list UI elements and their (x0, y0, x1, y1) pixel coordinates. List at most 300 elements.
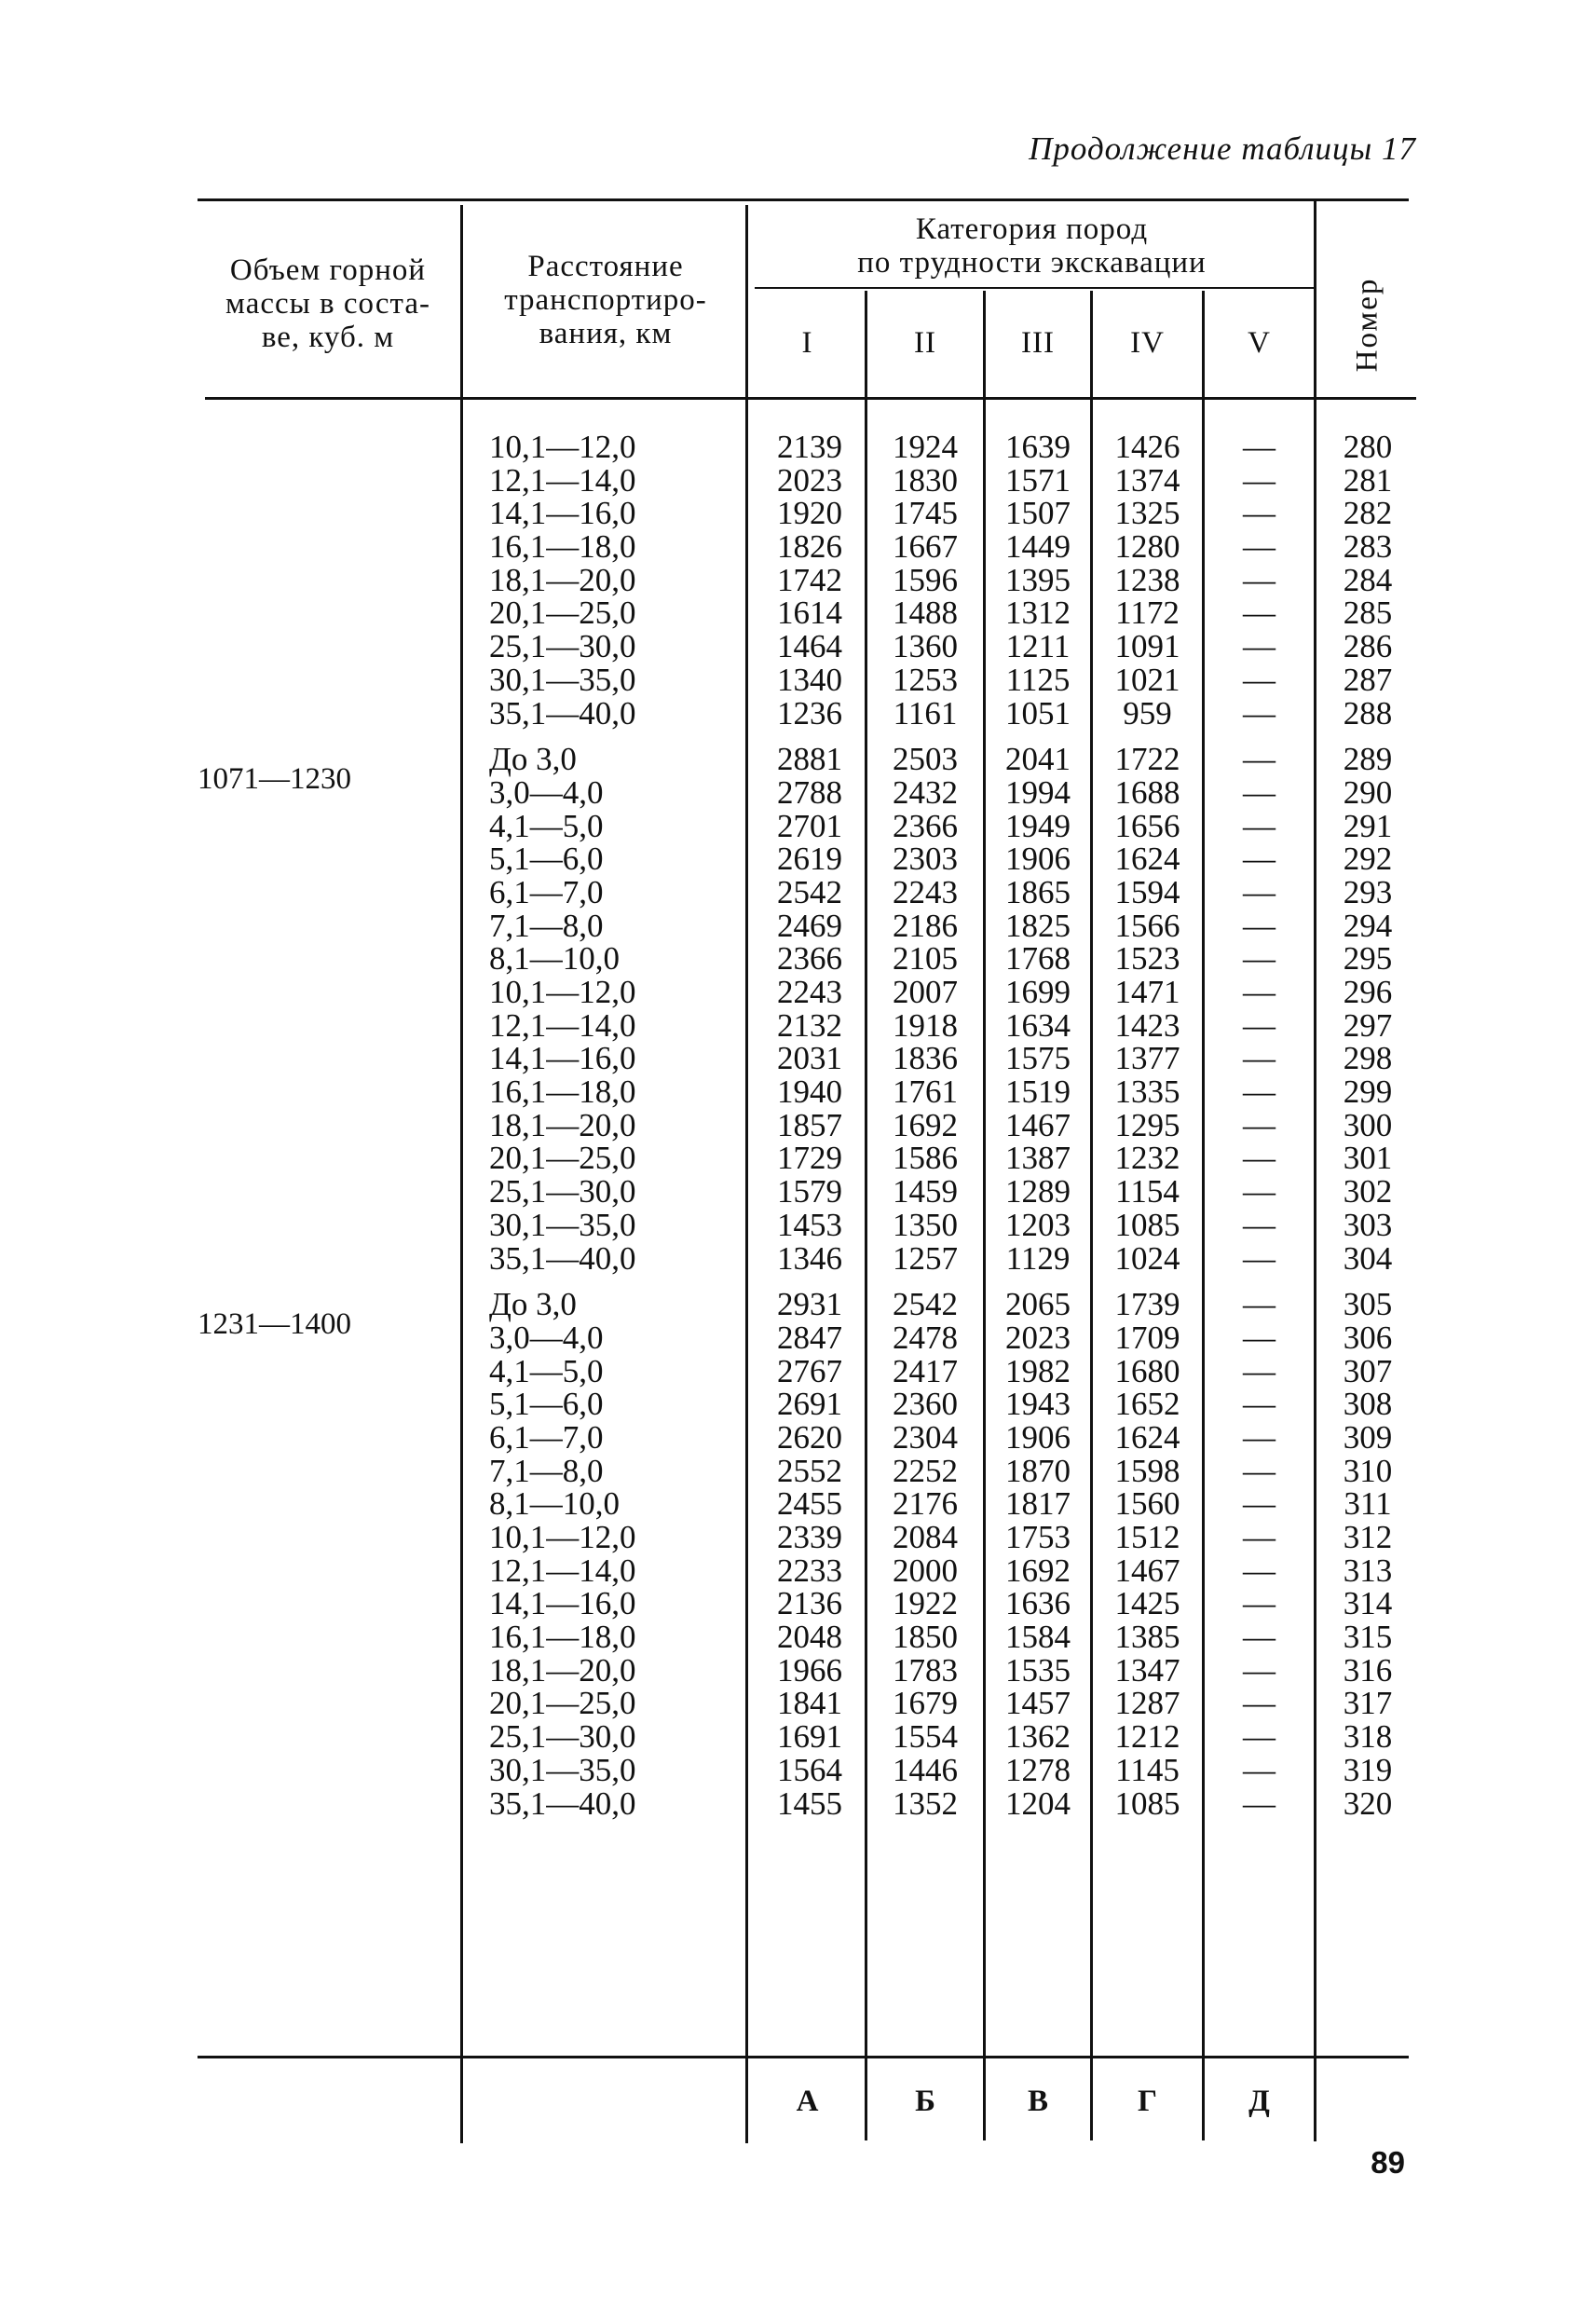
row-number-cell: 296 (1343, 974, 1393, 1010)
row-number-cell: 297 (1343, 1006, 1393, 1044)
value-cell: 2084 (893, 1519, 958, 1555)
value-cell: 1385 (1114, 1619, 1180, 1656)
row-number-cell: 290 (1343, 773, 1393, 811)
distance-cell: 35,1—40,0 (489, 1785, 636, 1822)
value-cell: 1768 (1005, 940, 1071, 978)
value-cell: 1699 (1005, 974, 1071, 1010)
row-number-cell: 311 (1344, 1485, 1392, 1523)
value-cell: 1870 (1005, 1452, 1071, 1489)
value-cell: — (1243, 1006, 1275, 1044)
value-cell: 1446 (893, 1751, 958, 1788)
value-cell: — (1243, 461, 1275, 499)
category-V-column (1205, 431, 1314, 1820)
row-number-cell: 287 (1343, 661, 1393, 698)
header-category-III: III (1021, 326, 1055, 360)
value-cell: 2186 (893, 907, 958, 944)
value-cell: 1575 (1005, 1040, 1071, 1077)
value-cell: 2000 (893, 1552, 958, 1589)
value-cell: 1745 (893, 495, 958, 532)
value-cell: — (1243, 1106, 1275, 1143)
value-cell: 1212 (1114, 1718, 1180, 1756)
row-number-cell: 299 (1343, 1073, 1393, 1111)
value-cell: 1826 (777, 528, 842, 566)
value-cell: — (1243, 1239, 1275, 1277)
value-cell: 1236 (777, 694, 842, 732)
value-cell: 1425 (1114, 1585, 1180, 1622)
value-cell: 1453 (777, 1206, 842, 1243)
row-number-cell: 285 (1343, 595, 1393, 632)
distance-cell: 25,1—30,0 (489, 1173, 636, 1210)
value-cell: 2552 (777, 1452, 842, 1489)
value-cell: 1554 (893, 1718, 958, 1756)
value-cell: 1739 (1114, 1286, 1180, 1323)
value-cell: 1722 (1114, 741, 1180, 778)
distance-cell: 14,1—16,0 (489, 1585, 636, 1622)
row-number-cell: 309 (1343, 1418, 1393, 1456)
header-category (750, 212, 1314, 280)
distance-cell: 18,1—20,0 (489, 1106, 636, 1143)
value-cell: 1238 (1114, 561, 1180, 598)
value-cell: 2023 (777, 461, 842, 499)
value-cell: 1943 (1005, 1386, 1071, 1423)
value-cell: 1624 (1114, 1418, 1180, 1456)
value-cell: 2031 (777, 1040, 842, 1077)
value-cell: 2360 (893, 1386, 958, 1423)
value-cell: 1692 (1005, 1552, 1071, 1589)
header-category-IV: IV (1130, 326, 1165, 360)
value-cell: 1817 (1005, 1485, 1071, 1523)
distance-cell: 10,1—12,0 (489, 1519, 636, 1555)
value-cell: 1865 (1005, 873, 1071, 910)
value-cell: 2542 (893, 1286, 958, 1323)
value-cell: 1287 (1114, 1685, 1180, 1722)
distance-cell: 20,1—25,0 (489, 595, 636, 632)
value-cell: 2619 (777, 841, 842, 878)
value-cell: 2478 (893, 1319, 958, 1356)
value-cell: 1742 (777, 561, 842, 598)
row-number-cell: 284 (1343, 561, 1393, 598)
value-cell: 1922 (893, 1585, 958, 1622)
row-number-cell: 306 (1343, 1319, 1393, 1356)
distance-cell: 20,1—25,0 (489, 1140, 636, 1177)
value-cell: 1994 (1005, 773, 1071, 811)
value-cell: 1966 (777, 1651, 842, 1689)
value-cell: 1360 (893, 628, 958, 665)
value-cell: — (1243, 1206, 1275, 1243)
row-number-cell: 310 (1343, 1452, 1393, 1489)
value-cell: 1464 (777, 628, 842, 665)
row-number-cell: 308 (1343, 1386, 1393, 1423)
value-cell: 1347 (1114, 1651, 1180, 1689)
value-cell: 1519 (1005, 1073, 1071, 1111)
value-cell: 1680 (1114, 1352, 1180, 1389)
value-cell: 1024 (1114, 1239, 1180, 1277)
value-cell: 2620 (777, 1418, 842, 1456)
value-cell: 1085 (1114, 1206, 1180, 1243)
distance-cell: 30,1—35,0 (489, 1206, 636, 1243)
group-volume-label-2: 1071—1230 (198, 762, 351, 796)
header-category-line-1: Категория пород (915, 212, 1149, 246)
value-cell: 1571 (1005, 461, 1071, 499)
value-cell: 1374 (1114, 461, 1180, 499)
value-cell: 1523 (1114, 940, 1180, 978)
value-cell: — (1243, 1685, 1275, 1722)
value-cell: 1688 (1114, 773, 1180, 811)
category-subheader-rule (755, 287, 1314, 289)
row-number-cell: 312 (1343, 1519, 1393, 1555)
distance-cell: 18,1—20,0 (489, 1651, 636, 1689)
value-cell: 1906 (1005, 1418, 1071, 1456)
row-number-cell: 319 (1343, 1751, 1393, 1788)
distance-cell: 4,1—5,0 (489, 807, 604, 844)
value-cell: 1377 (1114, 1040, 1180, 1077)
value-cell: 1709 (1114, 1319, 1180, 1356)
header-category-V: V (1248, 326, 1271, 360)
value-cell: — (1243, 1651, 1275, 1689)
value-cell: 2136 (777, 1585, 842, 1622)
row-number-cell: 300 (1343, 1106, 1393, 1143)
value-cell: 1340 (777, 661, 842, 698)
row-number-cell: 286 (1343, 628, 1393, 665)
category-II-column (867, 431, 983, 1820)
value-cell: 2881 (777, 741, 842, 778)
value-cell: 1253 (893, 661, 958, 698)
value-cell: 2233 (777, 1552, 842, 1589)
value-cell: — (1243, 1418, 1275, 1456)
row-number-cell: 295 (1343, 940, 1393, 978)
row-number-cell: 303 (1343, 1206, 1393, 1243)
value-cell: — (1243, 1352, 1275, 1389)
row-number-cell: 293 (1343, 873, 1393, 910)
value-cell: 2023 (1005, 1319, 1071, 1356)
value-cell: 1335 (1114, 1073, 1180, 1111)
footer-letter-D: Д (1248, 2085, 1270, 2118)
value-cell: — (1243, 1140, 1275, 1177)
value-cell: — (1243, 1485, 1275, 1523)
distance-cell: 14,1—16,0 (489, 495, 636, 532)
category-IV-column (1093, 431, 1202, 1820)
value-cell: — (1243, 1286, 1275, 1323)
value-cell: 1924 (893, 429, 958, 465)
value-cell: — (1243, 1386, 1275, 1423)
distance-cell: 25,1—30,0 (489, 628, 636, 665)
row-number-cell: 313 (1343, 1552, 1393, 1589)
value-cell: 1692 (893, 1106, 958, 1143)
value-cell: 1857 (777, 1106, 842, 1143)
value-cell: — (1243, 528, 1275, 566)
value-cell: 2139 (777, 429, 842, 465)
value-cell: — (1243, 661, 1275, 698)
value-cell: — (1243, 495, 1275, 532)
value-cell: 2691 (777, 1386, 842, 1423)
row-number-cell: 280 (1343, 429, 1393, 465)
value-cell: 2176 (893, 1485, 958, 1523)
row-number-cell: 288 (1343, 694, 1393, 732)
row-number-cell: 317 (1343, 1685, 1393, 1722)
row-number-cell: 281 (1343, 461, 1393, 499)
value-cell: — (1243, 741, 1275, 778)
table-bottom-rule (198, 2056, 1409, 2058)
value-cell: — (1243, 1619, 1275, 1656)
row-number-cell: 316 (1343, 1651, 1393, 1689)
distance-cell: 16,1—18,0 (489, 528, 636, 566)
category-I-column (755, 431, 865, 1820)
value-cell: 2252 (893, 1452, 958, 1489)
value-cell: 1161 (893, 694, 958, 732)
value-cell: 1395 (1005, 561, 1071, 598)
header-category-line-2: по трудности экскавации (857, 246, 1207, 280)
row-number-cell: 289 (1343, 741, 1393, 778)
value-cell: 1830 (893, 461, 958, 499)
value-cell: 2503 (893, 741, 958, 778)
header-category-II: II (914, 326, 936, 360)
distance-cell: 35,1—40,0 (489, 694, 636, 732)
footer-letter-A: А (796, 2085, 819, 2118)
value-cell: — (1243, 1452, 1275, 1489)
value-cell: 1584 (1005, 1619, 1071, 1656)
value-cell: — (1243, 1073, 1275, 1111)
value-cell: 2243 (893, 873, 958, 910)
distance-column (489, 431, 731, 1820)
distance-cell: 14,1—16,0 (489, 1040, 636, 1077)
table-top-rule (198, 198, 1409, 201)
value-cell: — (1243, 940, 1275, 978)
distance-cell: 20,1—25,0 (489, 1685, 636, 1722)
distance-cell: 7,1—8,0 (489, 1452, 604, 1489)
value-cell: 1636 (1005, 1585, 1071, 1622)
value-cell: 2366 (777, 940, 842, 978)
row-number-cell: 291 (1343, 807, 1393, 844)
header-volume-line-3: ве, куб. м (261, 321, 395, 354)
value-cell: 1051 (1005, 694, 1071, 732)
distance-cell: 8,1—10,0 (489, 1485, 620, 1523)
value-cell: — (1243, 561, 1275, 598)
value-cell: 2041 (1005, 741, 1071, 778)
value-cell: 1949 (1005, 807, 1071, 844)
value-cell: 1624 (1114, 841, 1180, 878)
value-cell: 1423 (1114, 1006, 1180, 1044)
value-cell: — (1243, 1785, 1275, 1822)
distance-cell: 35,1—40,0 (489, 1239, 636, 1277)
value-cell: 1387 (1005, 1140, 1071, 1177)
value-cell: 1204 (1005, 1785, 1071, 1822)
value-cell: 1918 (893, 1006, 958, 1044)
value-cell: 2007 (893, 974, 958, 1010)
value-cell: 1982 (1005, 1352, 1071, 1389)
distance-cell: 12,1—14,0 (489, 461, 636, 499)
distance-cell: 12,1—14,0 (489, 1552, 636, 1589)
value-cell: 2339 (777, 1519, 842, 1555)
row-number-cell: 305 (1343, 1286, 1393, 1323)
value-cell: 2243 (777, 974, 842, 1010)
value-cell: — (1243, 873, 1275, 910)
value-cell: 2366 (893, 807, 958, 844)
distance-cell: До 3,0 (489, 741, 577, 778)
value-cell: 2455 (777, 1485, 842, 1523)
value-cell: 1172 (1115, 595, 1180, 632)
col-sep-volume-distance (460, 205, 463, 2143)
value-cell: — (1243, 694, 1275, 732)
header-distance-line-3: вания, км (539, 317, 673, 350)
value-cell: 1753 (1005, 1519, 1071, 1555)
value-cell: 1085 (1114, 1785, 1180, 1822)
value-cell: — (1243, 1319, 1275, 1356)
row-number-cell: 301 (1343, 1140, 1393, 1177)
header-distance-line-2: транспортиро- (504, 283, 707, 317)
value-cell: 1129 (1005, 1239, 1071, 1277)
row-number-cell: 314 (1343, 1585, 1393, 1622)
value-cell: 1021 (1114, 661, 1180, 698)
value-cell: 2432 (893, 773, 958, 811)
row-number-cell: 292 (1343, 841, 1393, 878)
value-cell: 1312 (1005, 595, 1071, 632)
row-number-cell: 320 (1343, 1785, 1393, 1822)
value-cell: 2132 (777, 1006, 842, 1044)
distance-cell: 4,1—5,0 (489, 1352, 604, 1389)
distance-cell: 10,1—12,0 (489, 429, 636, 465)
value-cell: — (1243, 1040, 1275, 1077)
value-cell: 1729 (777, 1140, 842, 1177)
page-number: 89 (1371, 2145, 1405, 2180)
value-cell: 1467 (1005, 1106, 1071, 1143)
value-cell: — (1243, 907, 1275, 944)
distance-cell: 12,1—14,0 (489, 1006, 636, 1044)
value-cell: 2303 (893, 841, 958, 878)
value-cell: 1652 (1114, 1386, 1180, 1423)
value-cell: 1535 (1005, 1651, 1071, 1689)
value-cell: 2304 (893, 1418, 958, 1456)
distance-cell: 3,0—4,0 (489, 1319, 604, 1356)
row-number-cell: 318 (1343, 1718, 1393, 1756)
table-caption: Продолжение таблицы 17 (1029, 130, 1416, 167)
value-cell: 1459 (893, 1173, 958, 1210)
value-cell: 1455 (777, 1785, 842, 1822)
row-number-cell: 302 (1343, 1173, 1393, 1210)
value-cell: 2048 (777, 1619, 842, 1656)
value-cell: 1656 (1114, 807, 1180, 844)
header-distance-line-1: Расстояние (527, 250, 684, 283)
value-cell: 1278 (1005, 1751, 1071, 1788)
value-cell: 1596 (893, 561, 958, 598)
value-cell: — (1243, 974, 1275, 1010)
distance-cell: 7,1—8,0 (489, 907, 604, 944)
value-cell: 1289 (1005, 1173, 1071, 1210)
header-volume (198, 253, 458, 354)
value-cell: 1352 (893, 1785, 958, 1822)
value-cell: 1295 (1114, 1106, 1180, 1143)
value-cell: 2767 (777, 1352, 842, 1389)
row-number-cell: 304 (1343, 1239, 1393, 1277)
footer-letter-B: Б (915, 2085, 935, 2118)
value-cell: 1614 (777, 595, 842, 632)
value-cell: 1457 (1005, 1685, 1071, 1722)
value-cell: 1257 (893, 1239, 958, 1277)
row-number-cell: 307 (1343, 1352, 1393, 1389)
header-distance (466, 250, 745, 350)
value-cell: 2931 (777, 1286, 842, 1323)
value-cell: — (1243, 1173, 1275, 1210)
value-cell: — (1243, 1751, 1275, 1788)
row-number-cell: 282 (1343, 495, 1393, 532)
value-cell: 1841 (777, 1685, 842, 1722)
value-cell: — (1243, 1585, 1275, 1622)
value-cell: — (1243, 595, 1275, 632)
value-cell: 1154 (1115, 1173, 1180, 1210)
value-cell: 1325 (1114, 495, 1180, 532)
distance-cell: 10,1—12,0 (489, 974, 636, 1010)
value-cell: 2469 (777, 907, 842, 944)
distance-cell: 16,1—18,0 (489, 1073, 636, 1111)
row-number-cell: 294 (1343, 907, 1393, 944)
value-cell: — (1243, 1519, 1275, 1555)
distance-cell: 6,1—7,0 (489, 1418, 604, 1456)
value-cell: 1280 (1114, 528, 1180, 566)
value-cell: 2542 (777, 873, 842, 910)
value-cell: 1920 (777, 495, 842, 532)
value-cell: 1594 (1114, 873, 1180, 910)
row-number-cell: 298 (1343, 1040, 1393, 1077)
category-III-column (986, 431, 1090, 1820)
value-cell: 1203 (1005, 1206, 1071, 1243)
value-cell: 1836 (893, 1040, 958, 1077)
value-cell: 1564 (777, 1751, 842, 1788)
value-cell: 1586 (893, 1140, 958, 1177)
value-cell: 1598 (1114, 1452, 1180, 1489)
value-cell: — (1243, 628, 1275, 665)
header-category-I: I (801, 326, 813, 360)
value-cell: — (1243, 429, 1275, 465)
value-cell: 1634 (1005, 1006, 1071, 1044)
value-cell: 1471 (1114, 974, 1180, 1010)
value-cell: 1467 (1114, 1552, 1180, 1589)
value-cell: 1426 (1114, 429, 1180, 465)
header-number: Номер (1350, 277, 1385, 373)
distance-cell: 8,1—10,0 (489, 940, 620, 978)
value-cell: 1362 (1005, 1718, 1071, 1756)
value-cell: 1232 (1114, 1140, 1180, 1177)
value-cell: 1091 (1114, 628, 1180, 665)
value-cell: 1145 (1115, 1751, 1180, 1788)
col-sep-distance-values (745, 205, 748, 2143)
distance-cell: 5,1—6,0 (489, 1386, 604, 1423)
distance-cell: 18,1—20,0 (489, 561, 636, 598)
distance-cell: 25,1—30,0 (489, 1718, 636, 1756)
row-number-cell: 283 (1343, 528, 1393, 566)
value-cell: 2788 (777, 773, 842, 811)
number-column (1316, 431, 1419, 1820)
value-cell: 959 (1123, 694, 1172, 732)
value-cell: 1579 (777, 1173, 842, 1210)
value-cell: 1512 (1114, 1519, 1180, 1555)
footer-letter-G: Г (1138, 2085, 1157, 2118)
value-cell: 1850 (893, 1619, 958, 1656)
value-cell: 1940 (777, 1073, 842, 1111)
value-cell: 1350 (893, 1206, 958, 1243)
group-volume-label-3: 1231—1400 (198, 1307, 351, 1341)
value-cell: 1507 (1005, 495, 1071, 532)
value-cell: 1679 (893, 1685, 958, 1722)
value-cell: — (1243, 807, 1275, 844)
header-volume-line-2: массы в соста- (225, 287, 430, 321)
distance-cell: 5,1—6,0 (489, 841, 604, 878)
header-volume-line-1: Объем горной (229, 253, 427, 287)
distance-cell: 3,0—4,0 (489, 773, 604, 811)
value-cell: 1906 (1005, 841, 1071, 878)
value-cell: 2105 (893, 940, 958, 978)
value-cell: 1125 (1005, 661, 1071, 698)
value-cell: 1211 (1005, 628, 1071, 665)
value-cell: 2065 (1005, 1286, 1071, 1323)
